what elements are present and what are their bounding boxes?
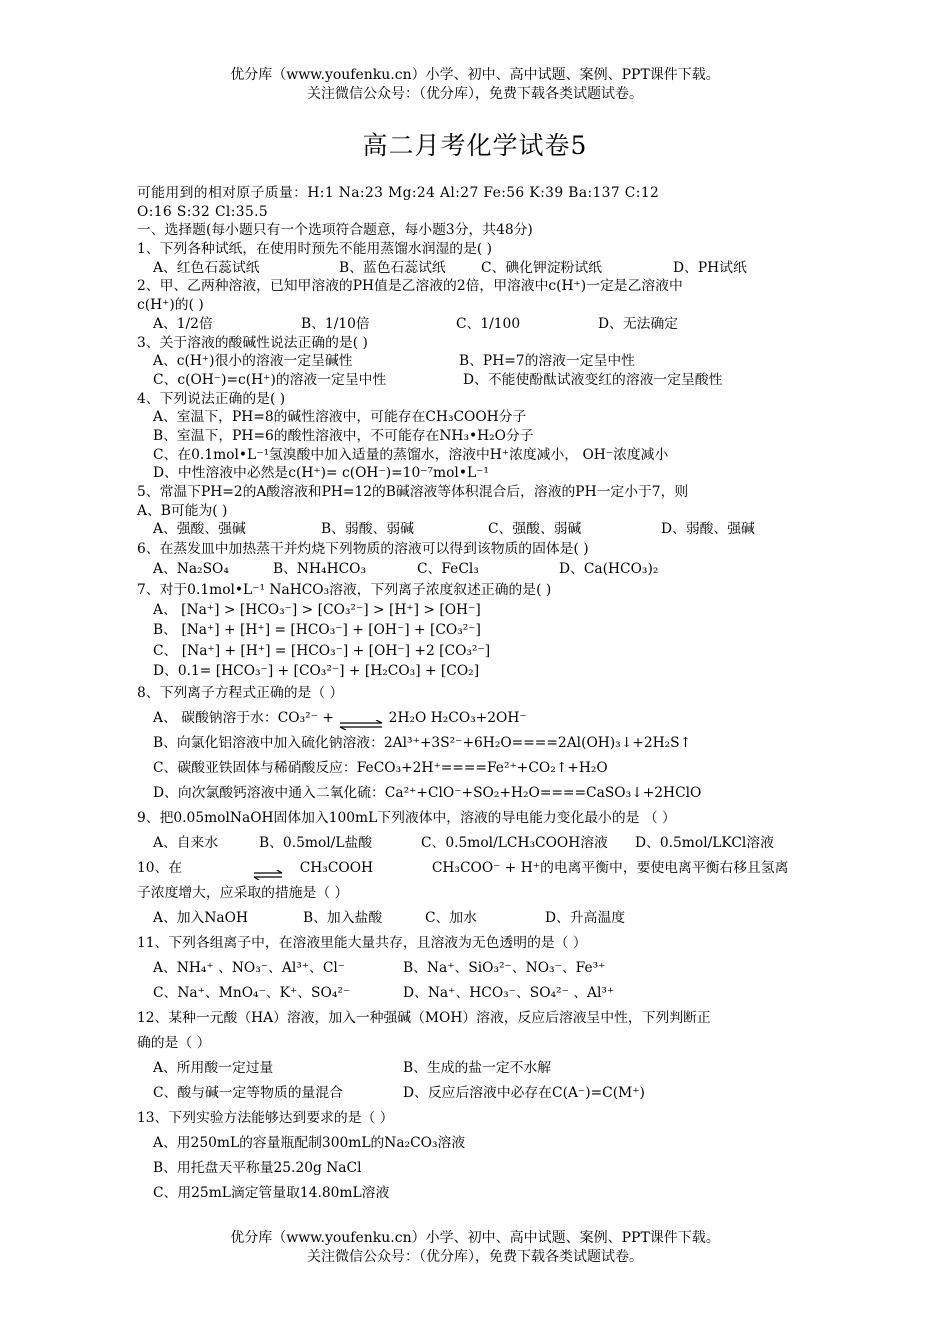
option: B、加入盐酸: [303, 910, 383, 927]
option: [137, 706, 817, 731]
exam-content: [137, 184, 817, 1206]
question-options: [137, 559, 817, 579]
option: A、加入NaOH: [153, 910, 248, 927]
option: C、Na⁺、MnO₄⁻、K⁺、SO₄²⁻: [153, 985, 351, 1002]
option: A、室温下，PH=8的碱性溶液中，可能存在CH₃COOH分子: [153, 409, 527, 426]
option: B、NH₄HCO₃: [273, 561, 367, 578]
section-heading: 一、选择题(每小题只有一个选项符合题意，每小题3分，共48分): [137, 222, 533, 239]
question-stem: 12、某种一元酸（HA）溶液，加入一种强碱（MOH）溶液，反应后溶液呈中性，下列判断正: [137, 1010, 711, 1027]
exam-title: 高二月考化学试卷5: [362, 131, 588, 160]
equilibrium-arrow-icon: [253, 864, 283, 874]
option: B、用托盘天平称量25.20g NaCl: [153, 1160, 362, 1177]
option: A、c(H⁺)很小的溶液一定呈碱性: [153, 353, 353, 370]
question-options: [137, 831, 817, 856]
atomic-masses-line-2: O:16 S:32 Cl:35.5: [137, 203, 269, 220]
question-stem: 7、对于0.1mol•L⁻¹ NaHCO₃溶液，下列离子浓度叙述正确的是( ): [137, 581, 552, 598]
option: D、PH试纸: [673, 259, 747, 276]
option: C、FeCl₃: [417, 561, 479, 578]
option-a-right: 2H₂O H₂CO₃+2OH⁻: [388, 710, 527, 727]
option: B、蓝色石蕊试纸: [339, 259, 446, 276]
option: B、生成的盐一定不水解: [403, 1060, 552, 1077]
footer-line-1: 优分库（www.youfenku.cn）小学、初中、高中试题、案例、PPT课件下载。: [230, 1230, 720, 1246]
option: B、PH=7的溶液一定呈中性: [459, 353, 635, 370]
question-options: [137, 315, 817, 334]
question-stem: 确的是（ ）: [137, 1035, 211, 1052]
option: A、用250mL的容量瓶配制300mL的Na₂CO₃溶液: [153, 1135, 466, 1152]
question-stem: 5、常温下PH=2的A酸溶液和PH=12的B碱溶液等体积混合后，溶液的PH一定小于7，则: [137, 484, 689, 500]
equilibrium-arrow-icon: [338, 714, 384, 724]
option: D、中性溶液中必然是c(H⁺)= c(OH⁻)=10⁻⁷mol•L⁻¹: [153, 465, 489, 482]
option: C、碳酸亚铁固体与稀硝酸反应：FeCO₃+2H⁺====Fe²⁺+CO₂↑+H₂O: [153, 760, 608, 777]
option: C、1/100: [456, 315, 521, 332]
option: C、酸与碱一定等物质的量混合: [153, 1085, 343, 1102]
question-stem: 9、把0.05molNaOH固体加入100mL下列液体中，溶液的导电能力变化最小的是 （ ）: [137, 810, 676, 827]
option: D、弱酸、强碱: [661, 521, 755, 538]
option: C、碘化钾淀粉试纸: [481, 259, 602, 276]
header-line-1: 优分库（www.youfenku.cn）小学、初中、高中试题、案例、PPT课件下载。: [230, 67, 720, 83]
question-stem: 3、关于溶液的酸碱性说法正确的是( ): [137, 334, 368, 351]
question-10-reactant: CH₃COOH: [299, 860, 374, 877]
option: B、向氯化铝溶液中加入硫化钠溶液：2Al³⁺+3S²⁻+6H₂O====2Al(OH)₃↓+2H₂S↑: [153, 735, 692, 752]
option: D、Ca(HCO₃)₂: [559, 561, 659, 578]
option: B、1/10倍: [301, 315, 370, 332]
option: C、0.5mol/LCH₃COOH溶液: [421, 835, 608, 852]
option: D、Na⁺、HCO₃⁻、SO₄²⁻ 、Al³⁺: [403, 985, 615, 1002]
option: A、Na₂SO₄: [153, 561, 229, 578]
question-options: [137, 1056, 817, 1081]
question-stem: 2、甲、乙两种溶液，已知甲溶液的PH值是乙溶液的2倍，甲溶液中c(H⁺)一定是乙溶液中: [137, 278, 683, 295]
question-stem: 4、下列说法正确的是( ): [137, 390, 286, 407]
question-stem: 6、在蒸发皿中加热蒸干并灼烧下列物质的溶液可以得到该物质的固体是( ): [137, 541, 589, 558]
question-options: [137, 956, 817, 981]
option: A、 [Na⁺] > [HCO₃⁻] > [CO₃²⁻] > [H⁺] > [OH⁻]: [153, 601, 481, 618]
option: A、强酸、强碱: [153, 521, 246, 538]
option: A、NH₄⁺ 、NO₃⁻、Al³⁺、Cl⁻: [153, 960, 346, 977]
option: C、 [Na⁺] + [H⁺] = [HCO₃⁻] + [OH⁻] +2 [CO₃²⁻]: [153, 642, 491, 659]
question-10-rest: CH₃COO⁻ + H⁺的电离平衡中，要使电离平衡右移且氢离: [431, 860, 789, 877]
option: D、反应后溶液中必存在C(A⁻)=C(M⁺): [403, 1085, 645, 1102]
option: D、0.1= [HCO₃⁻] + [CO₃²⁻] + [H₂CO₃] + [CO₂]: [153, 662, 480, 679]
option: C、用25mL滴定管量取14.80mL溶液: [153, 1185, 390, 1202]
option: A、红色石蕊试纸: [153, 259, 260, 276]
question-options: [137, 371, 817, 390]
option: B、0.5mol/L盐酸: [259, 835, 373, 852]
question-options: [137, 981, 817, 1006]
question-stem: 13、下列实验方法能够达到要求的是（ ）: [137, 1110, 394, 1127]
option-a-left: A、 碳酸钠溶于水：CO₃²⁻ +: [153, 710, 334, 727]
option: B、弱酸、弱碱: [321, 521, 414, 538]
atomic-masses-line-1: 可能用到的相对原子质量：H:1 Na:23 Mg:24 Al:27 Fe:56 K:39 Ba:137 C:12: [137, 185, 660, 201]
question-options: [137, 520, 817, 539]
question-10-prefix: 10、在: [137, 860, 183, 877]
option: B、室温下，PH=6的酸性溶液中，不可能存在NH₃•H₂O分子: [153, 427, 534, 444]
question-stem: 子浓度增大，应采取的措施是（ ）: [137, 885, 349, 902]
header-line-2: 关注微信公众号：（优分库），免费下载各类试题试卷。: [307, 86, 643, 102]
question-stem: A、B可能为( ): [137, 502, 228, 519]
option: A、自来水: [153, 835, 219, 852]
option: D、升高温度: [545, 910, 626, 927]
question-stem: 11、下列各组离子中，在溶液里能大量共存，且溶液为无色透明的是（ ）: [137, 935, 587, 952]
page-header: [0, 66, 950, 104]
option: D、向次氯酸钙溶液中通入二氧化硫：Ca²⁺+ClO⁻+SO₂+H₂O====CaSO₃↓+2HClO: [153, 785, 702, 802]
footer-line-2: 关注微信公众号：（优分库），免费下载各类试题试卷。: [307, 1249, 643, 1265]
option: D、无法确定: [598, 315, 679, 332]
question-stem: 1、下列各种试纸，在使用时预先不能用蒸馏水润湿的是( ): [137, 241, 493, 258]
option: D、0.5mol/LKCl溶液: [635, 835, 774, 852]
question-stem: [137, 856, 817, 881]
question-options: [137, 906, 817, 931]
option: C、在0.1mol•L⁻¹氢溴酸中加入适量的蒸馏水，溶液中H⁺浓度减小， OH⁻浓度减小: [153, 446, 669, 463]
option: A、1/2倍: [153, 315, 213, 332]
question-stem: 8、下列离子方程式正确的是（ ）: [137, 685, 344, 702]
option: A、所用酸一定过量: [153, 1060, 274, 1077]
question-options: [137, 1081, 817, 1106]
option: C、加水: [425, 910, 477, 927]
question-stem: c(H⁺)的( ): [137, 297, 204, 314]
page-footer: [0, 1229, 950, 1267]
option: D、不能使酚酞试液变红的溶液一定呈酸性: [463, 371, 723, 388]
option: C、c(OH⁻)=c(H⁺)的溶液一定呈中性: [153, 371, 387, 388]
option: B、 [Na⁺] + [H⁺] = [HCO₃⁻] + [OH⁻] + [CO₃²⁻]: [153, 622, 481, 639]
question-options: [137, 352, 817, 371]
question-options: [137, 259, 817, 278]
option: C、强酸、弱碱: [488, 521, 582, 538]
option: B、Na⁺、SiO₃²⁻、NO₃⁻、Fe³⁺: [403, 960, 606, 977]
